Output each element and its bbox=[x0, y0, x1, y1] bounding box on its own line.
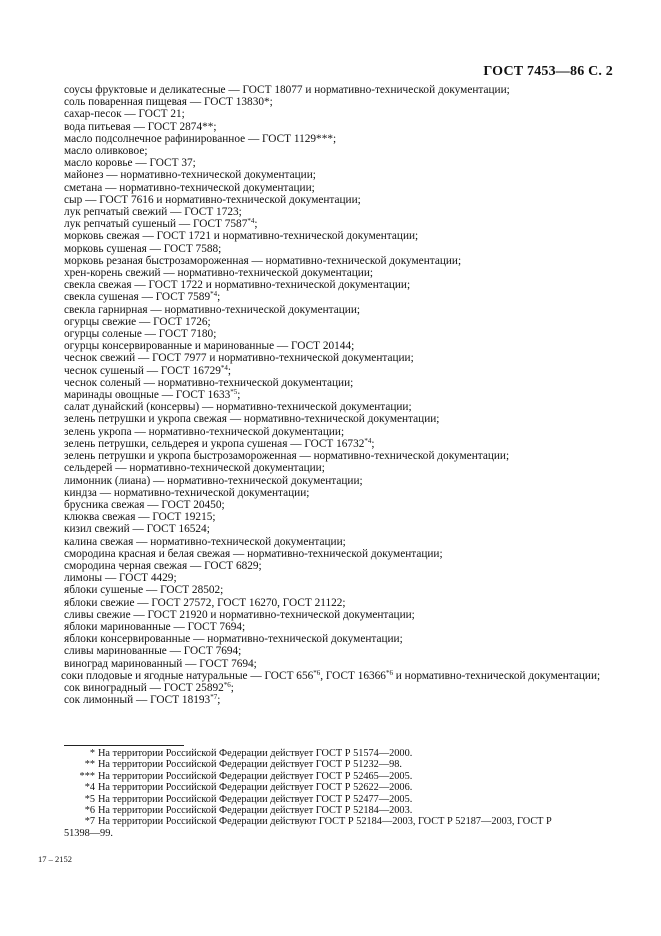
footnote-text: На территории Российской Федерации действует ГОСТ Р 52622—2006. bbox=[98, 782, 413, 794]
list-item bbox=[64, 316, 614, 328]
list-item bbox=[64, 609, 614, 621]
footnote bbox=[64, 794, 624, 805]
footnote-mark: *6 bbox=[84, 805, 95, 817]
footnote-text: На территории Российской Федерации действует ГОСТ Р 51232—98. bbox=[98, 759, 402, 771]
list-item-text: и нормативно-технической документации; bbox=[392, 669, 601, 682]
list-item bbox=[64, 462, 614, 474]
list-item-text: соль поваренная пищевая — ГОСТ 13830*; bbox=[64, 96, 273, 109]
footnote bbox=[64, 759, 624, 770]
footnote-mark: *5 bbox=[84, 793, 95, 805]
list-item bbox=[64, 426, 614, 438]
list-item bbox=[64, 487, 614, 499]
list-item bbox=[64, 145, 614, 157]
list-item-text: чеснок сушеный — ГОСТ 16729 bbox=[64, 364, 221, 377]
footnote-text: На территории Российской Федерации действует ГОСТ Р 51574—2000. bbox=[98, 748, 413, 759]
list-item-text: калина свежая — нормативно-технической документации; bbox=[64, 535, 346, 548]
list-item-text: кизил свежий — ГОСТ 16524; bbox=[64, 523, 210, 536]
list-item bbox=[64, 169, 614, 181]
list-item-text: виноград маринованный — ГОСТ 7694; bbox=[64, 657, 257, 670]
footnote-text: На территории Российской Федерации действуют ГОСТ Р 52184—2003, ГОСТ Р 52187—2003, ГОСТ Р bbox=[98, 816, 552, 828]
list-item-text: ; bbox=[217, 291, 221, 304]
page-header-title: ГОСТ 7453—86 С. 2 bbox=[483, 64, 613, 79]
list-item-text: сок виноградный — ГОСТ 25892 bbox=[64, 681, 224, 694]
list-item bbox=[64, 499, 614, 511]
list-item bbox=[64, 121, 614, 133]
list-item-text: свекла гарнирная — нормативно-технической документации; bbox=[64, 303, 360, 316]
footnote-reference: *6 bbox=[223, 680, 231, 689]
list-item-text: вода питьевая — ГОСТ 2874**; bbox=[64, 120, 217, 133]
list-item bbox=[64, 438, 614, 450]
list-item bbox=[64, 584, 614, 596]
list-item bbox=[64, 157, 614, 169]
list-item bbox=[64, 536, 614, 548]
list-item-text: чеснок соленый — нормативно-технической документации; bbox=[64, 376, 354, 389]
list-item-text: масло коровье — ГОСТ 37; bbox=[64, 157, 196, 170]
footnote-reference: *4 bbox=[247, 217, 255, 226]
list-item-text: зелень петрушки, сельдерея и укропа сушеная — ГОСТ 16732 bbox=[64, 437, 365, 450]
list-item-text: клюква свежая — ГОСТ 19215; bbox=[64, 511, 216, 524]
list-item-text: яблоки сушеные — ГОСТ 28502; bbox=[64, 584, 224, 597]
footnote-reference: *4 bbox=[364, 436, 372, 445]
list-item bbox=[64, 96, 614, 108]
list-item bbox=[64, 621, 614, 633]
list-item-text: соусы фруктовые и деликатесные — ГОСТ 18077 и нормативно-технической документации; bbox=[64, 84, 510, 96]
list-item bbox=[64, 572, 614, 584]
list-item bbox=[64, 389, 614, 401]
list-item-text: сметана — нормативно-технической документации; bbox=[64, 181, 315, 194]
list-item-text: ; bbox=[237, 389, 241, 402]
list-item bbox=[64, 267, 614, 279]
list-item-text: лук репчатый сушеный — ГОСТ 7587 bbox=[64, 218, 248, 231]
list-item-text: салат дунайский (консервы) — нормативно-технической документации; bbox=[64, 401, 412, 414]
footnote-separator bbox=[64, 745, 184, 746]
list-item-text: яблоки маринованные — ГОСТ 7694; bbox=[64, 620, 246, 633]
list-item-text: зелень укропа — нормативно-технической документации; bbox=[64, 425, 345, 438]
footnote-text: На территории Российской Федерации действует ГОСТ Р 52465—2005. bbox=[98, 770, 413, 782]
list-item-text: брусника свежая — ГОСТ 20450; bbox=[64, 498, 225, 511]
list-item-text: масло подсолнечное рафинированное — ГОСТ 1129***; bbox=[64, 132, 337, 145]
list-item-text: ; bbox=[254, 218, 258, 231]
list-item bbox=[64, 365, 614, 377]
footnote-reference: *5 bbox=[230, 388, 238, 397]
footnote-mark: * bbox=[89, 748, 95, 759]
list-item bbox=[64, 328, 614, 340]
footnote-text-continued: 51398—99. bbox=[64, 827, 113, 839]
list-item-text: морковь резаная быстрозамороженная — нормативно-технической документации; bbox=[64, 254, 462, 267]
list-item bbox=[64, 304, 614, 316]
list-item bbox=[61, 670, 614, 682]
list-item-text: сок лимонный — ГОСТ 18193 bbox=[64, 694, 211, 707]
footnote-reference: *7 bbox=[210, 693, 218, 702]
footnote bbox=[64, 748, 624, 759]
list-item-text: огурцы свежие — ГОСТ 1726; bbox=[64, 315, 211, 328]
list-item bbox=[64, 511, 614, 523]
list-item-text: чеснок свежий — ГОСТ 7977 и нормативно-технической документации; bbox=[64, 352, 414, 365]
list-item-text: яблоки консервированные — нормативно-технической документации; bbox=[64, 633, 403, 646]
list-item bbox=[64, 291, 614, 303]
list-item bbox=[64, 475, 614, 487]
footnote-mark: *** bbox=[79, 770, 95, 782]
list-item bbox=[64, 352, 614, 364]
list-item bbox=[64, 548, 614, 560]
list-item-text: свекла сушеная — ГОСТ 7589 bbox=[64, 291, 211, 304]
list-item-text: майонез — нормативно-технической документации; bbox=[64, 169, 316, 182]
footnote-reference: *6 bbox=[385, 668, 393, 677]
list-item-text: зелень петрушки и укропа быстрозамороженная — нормативно-технической документации; bbox=[64, 450, 510, 463]
footnote-mark: *7 bbox=[84, 816, 95, 828]
list-item-text: соки плодовые и ягодные натуральные — ГОСТ 656 bbox=[61, 669, 314, 682]
list-item bbox=[64, 560, 614, 572]
list-item bbox=[64, 182, 614, 194]
list-item bbox=[64, 694, 614, 706]
list-item-text: маринады овощные — ГОСТ 1633 bbox=[64, 389, 231, 402]
list-item-text: ; bbox=[230, 681, 234, 694]
list-item-text: яблоки свежие — ГОСТ 27572, ГОСТ 16270, ГОСТ 21122; bbox=[64, 596, 346, 609]
footnote bbox=[64, 816, 624, 839]
footnote-reference: *4 bbox=[210, 290, 218, 299]
list-item-text: ; bbox=[217, 694, 221, 707]
list-item bbox=[64, 597, 614, 609]
list-item-text: , ГОСТ 16366 bbox=[320, 669, 386, 682]
footnote-reference: *4 bbox=[220, 363, 228, 372]
list-item-text: лимоны — ГОСТ 4429; bbox=[64, 572, 177, 585]
list-item bbox=[64, 401, 614, 413]
list-item bbox=[64, 682, 614, 694]
list-item bbox=[64, 377, 614, 389]
list-item bbox=[64, 633, 614, 645]
footnote-text: На территории Российской Федерации действует ГОСТ Р 52184—2003. bbox=[98, 805, 413, 817]
list-item-text: лимонник (лиана) — нормативно-технической документации; bbox=[64, 474, 363, 487]
list-item bbox=[64, 340, 614, 352]
list-item bbox=[64, 255, 614, 267]
list-item-text: масло оливковое; bbox=[64, 145, 148, 158]
footnote-mark: ** bbox=[84, 759, 95, 771]
list-item bbox=[64, 133, 614, 145]
footnote-mark: *4 bbox=[84, 782, 95, 794]
list-item bbox=[64, 194, 614, 206]
list-item-text: зелень петрушки и укропа свежая — нормативно-технической документации; bbox=[64, 413, 440, 426]
list-item bbox=[64, 523, 614, 535]
list-item bbox=[64, 413, 614, 425]
list-item-text: огурцы консервированные и маринованные — ГОСТ 20144; bbox=[64, 340, 355, 353]
list-item-text: смородина черная свежая — ГОСТ 6829; bbox=[64, 559, 262, 572]
list-item bbox=[64, 279, 614, 291]
list-item-text: сыр — ГОСТ 7616 и нормативно-технической документации; bbox=[64, 193, 361, 206]
list-item-text: киндза — нормативно-технической документации; bbox=[64, 486, 310, 499]
list-item-text: свекла свежая — ГОСТ 1722 и нормативно-технической документации; bbox=[64, 279, 411, 292]
footnote-reference: *6 bbox=[313, 668, 321, 677]
list-item bbox=[64, 243, 614, 255]
list-item-text: сахар-песок — ГОСТ 21; bbox=[64, 108, 185, 121]
list-item-text: огурцы соленые — ГОСТ 7180; bbox=[64, 328, 217, 341]
footnote bbox=[64, 771, 624, 782]
list-item bbox=[64, 658, 614, 670]
list-item-text: ; bbox=[227, 364, 232, 377]
list-item-text: сельдерей — нормативно-технической документации; bbox=[64, 462, 325, 475]
list-item bbox=[64, 108, 614, 120]
list-item-text: лук репчатый свежий — ГОСТ 1723; bbox=[64, 206, 242, 219]
list-item-text: морковь сушеная — ГОСТ 7588; bbox=[64, 242, 222, 255]
list-item-text: хрен-корень свежий — нормативно-технической документации; bbox=[64, 267, 374, 280]
ingredient-list bbox=[61, 84, 614, 707]
print-mark: 17 – 2152 bbox=[38, 854, 72, 864]
footnote bbox=[64, 782, 624, 793]
list-item-text: сливы маринованные — ГОСТ 7694; bbox=[64, 645, 242, 658]
footnote bbox=[64, 805, 624, 816]
footnote-text: На территории Российской Федерации действует ГОСТ Р 52477—2005. bbox=[98, 793, 413, 805]
list-item bbox=[64, 645, 614, 657]
list-item-text: сливы свежие — ГОСТ 21920 и нормативно-технической документации; bbox=[64, 608, 415, 621]
list-item-text: морковь свежая — ГОСТ 1721 и нормативно-технической документации; bbox=[64, 230, 419, 243]
list-item-text: ; bbox=[371, 437, 375, 450]
list-item bbox=[64, 450, 614, 462]
list-item bbox=[64, 84, 614, 96]
list-item bbox=[64, 218, 614, 230]
footnotes bbox=[64, 748, 624, 839]
list-item bbox=[64, 230, 614, 242]
list-item-text: смородина красная и белая свежая — нормативно-технической документации; bbox=[64, 547, 443, 560]
list-item bbox=[64, 206, 614, 218]
